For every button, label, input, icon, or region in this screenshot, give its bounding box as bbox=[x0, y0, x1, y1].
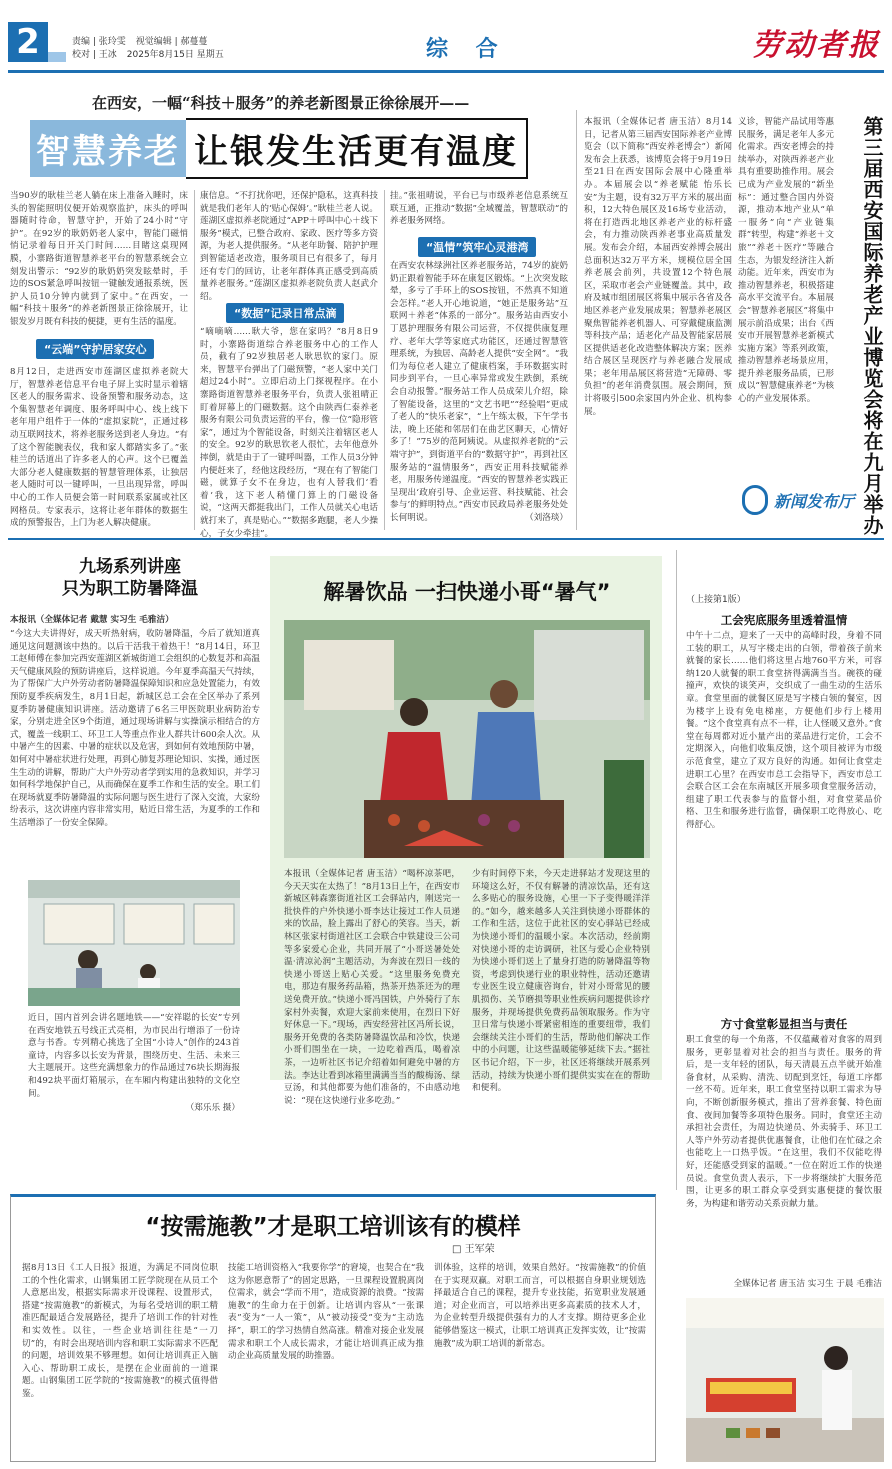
canteen-illustration bbox=[686, 1298, 884, 1462]
expo-col2-text: 义诊，智能产品试用等惠民服务，满足老年人多元化需求。西安老博会的持续举办，对陕西养老产业具有重要助推作用。展会已成为产业发展的“新坐标”：通过整合国内外资源，推动本地产业从“单一服务”向“产业链集群”转型，构建“养老＋文旅”“养老＋医疗”等融合生态，为银发经济注入新动能。近年来，西安市为推动智慧养老，积极搭建高水平交流平台。本届展会“智慧养老展区”将集中展示前沿成果；出台《西安市开展智慧养老新模式实施方案》等系列政策，推动智慧养老场景应用，提升养老服务品质，已形成以“智慧健康养老”为核心的产业发展体系。 bbox=[738, 117, 834, 405]
drink-col2-text: 少有时间停下来，今天走进驿站才发现这里的环境这么好，不仅有解暑的清凉饮品，还有这么多贴心的服务设施，心里一下子变得暖洋洋的。”如今，越来越多人关注到快递小哥群体的工作和生活，这位于此社区的安心驿站已经成为快递小哥们的温暖小家。本次活动，经前期对快递小哥的走访调研，社区与爱心企业特别为快递小哥们送上了量身打造的防暑降温等物资，考虑到快递行业的职业特性，活动还邀请专业医生设立健康咨询台，针对小哥常见的腰肌损伤、关节磨损等职业性疾病问题提供诊疗服务，并现场提供免费药品领取服务。作为守卫日常与快递小哥紧密相连的重要纽带，我们会继续关注小哥们的生活，帮助他们解决工作中的小问题，让这些温暖能够延续下去。”据社区书记介绍，下一步，社区还将继续开展系列活动，持续为快递小哥们提供实实在在的帮助和便利。 bbox=[472, 869, 650, 1094]
continuation-byline: 全媒体记者 唐玉洁 实习生 于晨 毛雅洁 bbox=[733, 1279, 882, 1289]
continuation-subhead-1: 工会宪底服务里透着温情 bbox=[720, 613, 848, 627]
column-divider bbox=[576, 110, 577, 530]
courier-drink-illustration bbox=[284, 620, 650, 858]
lecture-headline: 九场系列讲座 只为职工防暑降温 bbox=[62, 557, 198, 599]
lead-subhead-2: “数据”记录日常点滴 bbox=[226, 303, 344, 323]
page-number: 2 bbox=[8, 22, 48, 62]
commentary-col1-text: 据8月13日《工人日报》报道，为满足不同岗位职工的个性化需求，山钢集团工匠学院现在从员工个人意愿出发，根据实际需求开设课程、设置形式，搭建“按需施教”的新模式，为每名受培训的职工精准匹配最适合发展路径，提升了培训工作的针对性和实效性。以往，一些企业培训往往是“一刀切”的，有时会出现培训内容和职工实际需求不匹配的问题，培训效果不够理想。如何让培训真正入脑入心、帮助职工成长，是摆在企业面前的一道课题。山钢集团工匠学院的“按需施教”的模式值得借鉴。 bbox=[22, 1263, 218, 1399]
masthead-rule bbox=[8, 70, 884, 73]
page-number-accent bbox=[48, 52, 66, 62]
lead-col2-text: 康信息。“不打扰你吧，还保护隐私，这真科技就是我们老年人的‘贴心保姆’。”耿桂兰老人说。莲湖区虚拟养老院通过“APP＋呼叫中心＋线下服务”模式，已整合政府、家政、医疗等多方资源，为老人提供服务。“从老年助餐、陪护护理到智能适老改造，服务项目已有很多了，每月还有专门的回访，让老年群体真正感受到高质量养老服务。”莲湖区虚拟养老院负责人赵武介绍。 bbox=[200, 191, 378, 302]
drink-headline: 解暑饮品 一扫快递小哥“暑气” bbox=[323, 580, 611, 604]
lead-kicker: 在西安，一幅“科技＋服务”的养老新图景正徐徐展开—— bbox=[92, 94, 470, 112]
column-divider bbox=[384, 190, 385, 530]
lead-col3-text: 挂。”张祖晴说，平台已与市级养老信息系统互联互通，正推动“数据”全域覆盖，智慧联动“的养老服务网络。 bbox=[390, 191, 568, 227]
continuation-label: （上接第1版） bbox=[686, 595, 746, 605]
lead-byline: （刘洛琰） bbox=[525, 513, 568, 523]
proofreader-line: 校对 | 王冰 bbox=[72, 50, 117, 60]
expo-headline: 第三届西安国际养老产业博览会将在九月举办 bbox=[860, 116, 884, 536]
commentary-col2-text: 技能工培训资格入“我要你学”的窘境，也契合在“我这为你愿意帮了”的固定思路，一旦课程设置脱离岗位需求，就会“学而不用”，造成资源的浪费。“按需施教”的生命力在于创新。让培训内容从“一张课表”变为“一人一策”，从“被动接受”变为“主动选择”，职工的学习热情自然高涨。精准对接企业发展需求和职工个人成长需求，才能让培训真正成为推动企业高质量发展的助推器。 bbox=[228, 1263, 424, 1362]
lead-subhead-1: “云端”守护居家安心 bbox=[36, 339, 154, 359]
expo-col1-text: 本报讯（全媒体记者 唐玉洁）8月14日，记者从第三届西安国际养老产业博览会（以下简称“西安养老博会”）新闻发布会上获悉，该博览会将于9月19日至21日在西安国际会展中心隆重举办。本届展会以“养老赋能 怡乐长安”为主题，设有32万平方米的展出面积，12大特色展区及16场专业活动，将在打造西北地区养老产业的标杆盛会，有力推动陕西养老事业高质量发展。发布会介绍，本届西安养博会展出总面积达32万平方米，规模位居全国养老展会前列，共设置12个特色展区，采取市老会产业链覆盖。其中，政府及城市组团展区将集中展示各省及各地区养老产业发展成果；智慧养老展区聚焦智能养老机器人、可穿戴健康监测等科技产品；适老化产品及智能家居展区提供适老化改造整体解决方案；医养结合展区呈现医疗与养老融合发展成果；老年用品展区将营造“无障碍、零负担”的老年消费氛围。展会期间，预计将吸引500余家国内外企业、机构参展。 bbox=[584, 117, 732, 417]
canteen-photo bbox=[686, 1298, 884, 1462]
drink-col1-text: 本报讯（全媒体记者 唐玉洁）“喝杯凉茶吧，今天天实在太热了！”8月13日上午，在西安市新城区韩森寨街道社区工会驿站内，刚送完一批快件的户外快递小哥李达让接过工作人员递来的饮品，脸上露出了舒心的笑容。当天，新林区张家村街道社区工会联合中铁建设三公司等多家爱心企业，共同开展了“小哥送暑处处温·清凉沁润”主题活动，为奔波在烈日一线的快递小哥送上贴心关爱。“这里服务免费充电，那边有服务药品箱，热茶开热茶还为的理送免费开放。”快递小哥冯国铁，户外骑行了东家村外卖餐，欢迎大家前来使用，在烈日下好好休息一下。”现场，西安经营社区冯所长说，服务开免费的各类防暑降温饮品和冷饮，快递小哥们围坐在一块，一边吃着西瓜，喝着凉茶，一边听社区书记介绍着如何避免中暑的方法。李达让看到冰箱里满满当当的酸梅汤、绿豆汤，和其他都要为他们准备的，不由感动地说：“现在这快递行业多吃劲。” bbox=[284, 869, 460, 1106]
newspaper-logo: 劳动者报 bbox=[752, 28, 880, 63]
courier-drink-photo bbox=[284, 620, 650, 858]
lead-col2-text2: “嘀嘀嘀……耿大爷，您在家吗？”8月8日9时，小寨路街道综合养老服务中心的工作人员，截有了92岁独居老人耿思钦的家门。原来，智慧平台弹出了门磁预警，“老人家中关门超过24小时”。立即启动上门探视程序。在小寨路街道智慧养老服务平台，负责人张祖晴正盯着屏幕上的门磁数据。这个由陕西仁泰养老服务有限公司负责运营的平台，像一位“隐形管家”，通过为个智能设备，时刻关注着辖区老人的安全。92岁的耿思钦老人很忙，去年他意外摔倒，就是由于了一键呼叫器，工作人员3分钟内便赶来了，经他这段经历，“现在有了智能门磁，就算子女不在身边，也有人替我们‘看着’我，这下老人稍懂门算上的门磁设备说，“这两天都挺我出门，工作人员就关心电话就打来了，真是贴心。”“数据多跑腿，老人少操心，子女少牵挂”。 bbox=[200, 327, 378, 539]
lead-col3-text2: 在西安农林绿洲社区养老服务站，74岁的旋奶奶正跟着智能手环在康复区锻炼。“上次突发眩晕，多亏了手环上的SOS按钮，不然真不知道会怎样。”老人开心地说道，“她正是服务站”互联网＋养老“体系的一部分”。服务站由西安小丁恩护理服务有限公司运营，不仅提供康复理疗、老年大学等家庭式功能区，还通过智慧管理系统，为独居、高龄老人提供“安全网”。“我们为每位老人建立了健康档案，手环数据实时同步到平台，一旦心率异常或发生跌倒，系统会自动报警。”服务站工作人员成荣儿介绍，除了智能设备，这里的“文艺书吧”“经验唱”更成了老人的“快乐老家”，“上午练太极，下午学书法，晚上还能和邻居们在曲艺区聊天，心情好多了！”75岁的范阿姨说。从虚拟养老院的“云端守护”，到街道平台的“数据守护”，再到社区服务站的“温情服务”，西安正用科技赋能养老，用服务传递温度。“西安的智慧养老实践正呈现出‘政府引导、企业运营、科技赋能、社会参与’的鲜明特点。”西安市民政局养老服务处处长何明说。 bbox=[390, 261, 568, 523]
lead-subhead-2-wrap bbox=[226, 302, 344, 323]
lead-headline-highlight: 智慧养老 bbox=[30, 120, 186, 177]
metro-photo-caption: 近日，国内首列会讲名题地铁——“安祥聪的长安”专列在西安地铁五号线正式亮相，为市民出行增添了一份诗意与书香。专列精心挑选了全国“小诗人”创作的243首童诗，内容多以长安为背景，围绕历史、生活、未来三大主题展开。这些充满想象力的作品通过76块长期海报和492块平面灯箱展示，在车厢内构建出独特的文化空间。 bbox=[28, 1013, 240, 1099]
lecture-byline: 本报讯（全媒体记者 戴慧 实习生 毛雅洁） bbox=[10, 615, 174, 625]
section-label: 综 合 bbox=[426, 37, 508, 62]
lead-headline-rest: 让银发生活更有温度 bbox=[186, 118, 528, 179]
lead-subhead-1-wrap bbox=[36, 338, 154, 359]
column-divider bbox=[676, 550, 677, 1190]
commentary-author: □ 王军荣 bbox=[452, 1244, 495, 1255]
lead-headline bbox=[30, 122, 528, 174]
commentary-headline: “按需施教”才是职工培训该有的模样 bbox=[145, 1214, 521, 1240]
microphone-icon bbox=[742, 485, 768, 515]
editor-line: 责编 | 张玲雯 bbox=[72, 37, 126, 47]
lead-subhead-3-wrap bbox=[418, 236, 536, 257]
lead-subhead-3: “温情”筑牢心灵港湾 bbox=[418, 237, 536, 257]
lecture-text: “今这大夫讲得好，成天听热射病，收防暑降温，今后了就知道真通见这问题测该中热的。以后干活我干着热干！”8月14日，环卫工赵师傅在参加完西安莲湖区新城街道工会组织的心数复苏和高温天气健康风险的预防讲座后，这样说道。今年夏季高温天气持续，为了帮保广大户外劳动者防暑降温保障知识和应急处置能力，有效预防夏季疾病发生，8月1日起，新城区总工会在全区举办了系列夏季防暑健康知识讲座。活动邀请了6名三甲医院职业病防治专家，分别走进全区9个街道，通过现场讲解与实操演示相结合的方式，覆盖一线职工、环卫工人等重点作业人群共计600余人次。从中暑产生的因素、中暑的症状以及危害，到如何有效地预防中暑，如何对中暑症状进行处理，再到心肺复苏理论知识、实操，通过医生生动的讲解，帮助广大户外劳动者学到实用的急救知识，并学习如何科学地保护自己，从而确保在夏季工作和生活的安全。职工们在现场就夏季防暑降温的实际问题与医生进行了深入交流，大家纷纷表示，这次讲座内容非常实用，贴近日常生活，为夏季的工作和生活增添了一份安全保障。 bbox=[10, 629, 260, 828]
continuation-text-2: 职工食堂的每一个角落，不仅蕴藏着对食客的周到服务，更彰显着对社会的担当与责任。服务的背后，是一支年轻的团队，每天清晨五点半就开始准备食材，从采购、清洗、切配到烹饪，每道工序都一丝不苟。近年来，职工食堂坚持以职工需求为导向，不断创新服务模式，推出了营养套餐、特色面食、夜间加餐等多项特色服务。同时，食堂还主动承担社会责任，为周边快递员、外卖骑手、环卫工人等户外劳动者提供优惠餐食，让他们在忙碌之余也能吃上一口热乎饭。“在这里，我们不仅能吃得好，还能感受到家的温暖。”一位在附近工作的快递员说。食堂负责人表示，下一步将继续扩大服务范围，让更多的职工群众享受到实惠便捷的餐饮服务，为构建和谐劳动关系贡献力量。 bbox=[686, 1035, 882, 1209]
column-divider bbox=[194, 190, 195, 530]
continuation-text-1: 中午十二点，迎来了一天中的高峰时段，身着不同工装的职工，从写字楼走出的白领，带着孩子前来就餐的家长……他们将这里占地760平方米，可容纳120人就餐的职工食堂挤得满满当当。碗筷的碰撞声，欢快的谈笑声，交织成了一曲生动的生活乐章。食堂里面的就餐区原是写字楼白领的餐室，因为楼宇上设有免电梯座，方便他们步行上楼用餐。“这个食堂真有点不一样，让人怪暖又意外。”食堂在每周都对近小量产出的菜品进行定价，工会不定期深入，向他们收集反馈，这个项目被评为市级示范食堂，建立了双方良好的沟通。如何让食堂走进职工心里？在西安市总工会指导下，西安市总工会联合区工会在东南城区开展多项食堂服务活动，组建了职工代表参与的监督小组，对食堂菜品价格、卫生和服务进行监督，确保职工吃得放心、吃得舒心。 bbox=[686, 631, 882, 830]
lead-col1-text: 当90岁的耿桂兰老人躺在床上准备入睡时，床头的智能照明仪便开始观察监护，床头的呼叫器随时待命，智慧守护，开始了24小时“守护”。在92岁的耿奶奶老人家中，智能门磁悄悄记录着每日开关门时间……目睹这桌现网膜，小寨路街道智慧养老平台的智慧系统会立刻发出警示：“92岁的耿奶奶突发眩晕时，手边的SOS紧急呼叫按钮一键触发通报系统，医护人员10分钟内就到了家中。”在西安，一幅“科技＋服务”的养老新图景正徐徐展开，让银发岁月既有科技的便捷，更有生活的温度。 bbox=[10, 191, 188, 327]
editor-credits bbox=[72, 36, 234, 62]
continuation-subhead-2: 方寸食堂彰显担当与责任 bbox=[720, 1017, 848, 1031]
press-hall-logo bbox=[742, 478, 880, 522]
metro-photo-illustration bbox=[28, 880, 240, 1006]
metro-photo bbox=[28, 880, 240, 1006]
press-hall-label: 新闻发布厅 bbox=[774, 491, 855, 511]
masthead bbox=[0, 0, 892, 78]
section-rule bbox=[8, 538, 884, 540]
lead-col1-text2: 8月12日，走进西安市莲湖区虚拟养老院大厅，智慧养老信息平台电子屏上实时显示着辖区老人的服务需求、设备预警和服务动态，这个集智慧老年调度、服务呼叫中心、线上线下老年用户组件于一体的“虚拟家院”，正通过移动互联网技术，将养老服务送到老人身边。“有了这个智能腕表仪，我和家人都踏实多了。”张桂兰的话道出了许多老人的心声。这个已覆盖大部分老人健康数据的智慧管理体系，让独居老人随时可以一键呼叫，一旦出现异常，呼叫中心的工作人员便会第一时间联系家属或社区网格员。专家表示，这将让老年群体的数据生成的预警报告，上门为老人解决健康。 bbox=[10, 367, 188, 529]
commentary-col3-text: 训体验，这样的培训，效果自然好。“按需施教”的价值在于实现双赢。对职工而言，可以根据自身职业规划选择最适合自己的课程，提升专业技能，拓宽职业发展通道；对企业而言，可以培养出更多高素质的技术人才，为企业转型升级提供强有力的人才支撑。期待更多企业能够借鉴这一模式，让职工培训真正发挥实效，让“按需施教”成为职工培训的新常态。 bbox=[434, 1263, 646, 1349]
issue-date: 2025年8月15日 星期五 bbox=[126, 50, 224, 60]
visual-editor-line: 视觉编辑 | 郝蔓蔓 bbox=[135, 37, 208, 47]
metro-photo-credit: （郑乐乐 摄） bbox=[185, 1103, 240, 1113]
